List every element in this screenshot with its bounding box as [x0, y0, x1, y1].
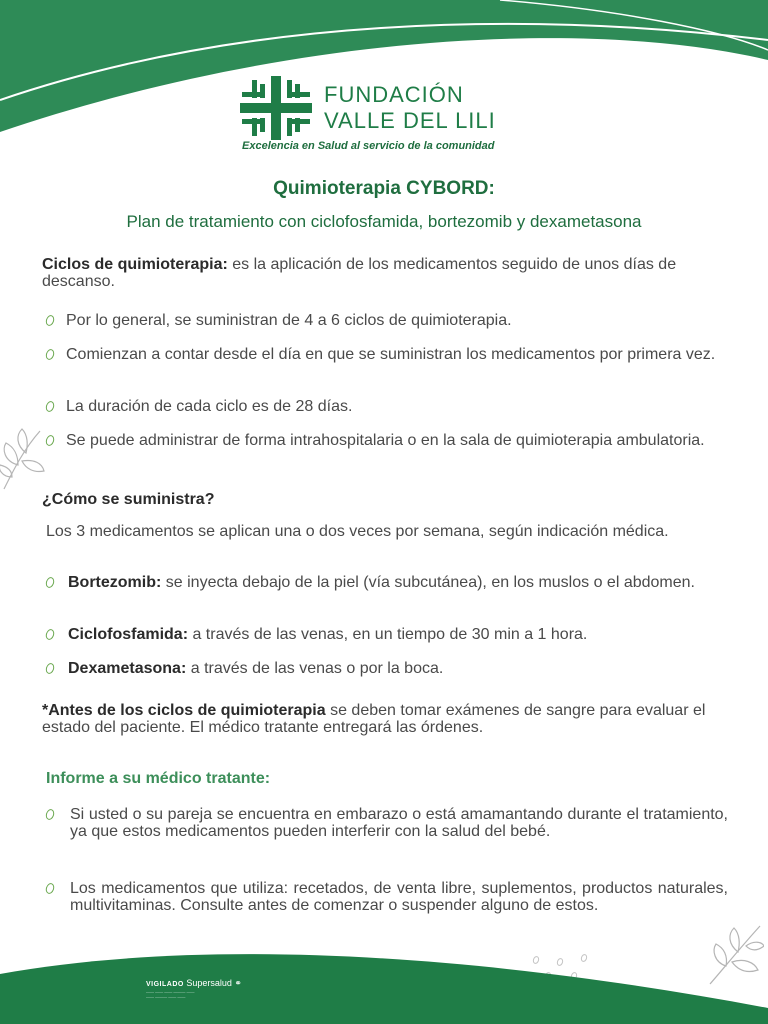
- cycles-label: Ciclos de quimioterapia:: [42, 256, 228, 273]
- supersalud-label: Supersalud: [186, 978, 232, 988]
- bullet-icon: [44, 576, 55, 589]
- cross-logo-icon: [240, 76, 312, 140]
- drug-name: Dexametasona:: [68, 660, 187, 677]
- cycles-intro: [42, 256, 722, 290]
- supersalud-fine-print: —— ——— —— ——: [146, 994, 186, 999]
- list-item: Por lo general, se suministran de 4 a 6 ciclos de quimioterapia.: [66, 312, 512, 329]
- administration-intro: Los 3 medicamentos se aplican una o dos veces por semana, según indicación médica.: [46, 523, 669, 540]
- drug-text: se inyecta debajo de la piel (vía subcutánea), en los muslos o el abdomen.: [161, 574, 695, 591]
- list-item: [68, 574, 724, 591]
- bullet-icon: [44, 434, 55, 447]
- cycles-text: es la aplicación de los medicamentos seguido de unos días de descanso.: [42, 256, 677, 290]
- list-item: Si usted o su pareja se encuentra en embarazo o está amamantando durante el tratamiento, ya que estos medicamentos pueden interferir con la salud del bebé.: [70, 806, 728, 840]
- administration-heading: ¿Cómo se suministra?: [42, 491, 215, 508]
- list-item: Los medicamentos que utiliza: recetados, de venta libre, suplementos, productos naturales, multivitaminas. Consulte antes de comenzar o suspender alguno de estos.: [70, 880, 728, 914]
- list-item: Comienzan a contar desde el día en que se suministran los medicamentos por primera vez.: [66, 346, 716, 363]
- supersalud-swirl-icon: ⚭: [234, 978, 242, 988]
- foundation-logo: [240, 76, 540, 156]
- list-item: [68, 626, 724, 643]
- foundation-name-line2: VALLE DEL LILI: [324, 108, 496, 133]
- foundation-name: [324, 82, 496, 134]
- drug-text: a través de las venas, en un tiempo de 30 min a 1 hora.: [188, 626, 588, 643]
- bullet-icon: [44, 662, 55, 675]
- bottom-wave-decoration: [0, 944, 768, 1024]
- note-text: se deben tomar exámenes de sangre para evaluar el estado del paciente. El médico tratante entregará las órdenes.: [42, 702, 706, 736]
- bullet-icon: [44, 348, 55, 361]
- list-item: La duración de cada ciclo es de 28 días.: [66, 398, 353, 415]
- blood-test-note: [42, 702, 726, 736]
- drug-name: Ciclofosfamida:: [68, 626, 189, 643]
- vigilado-label: VIGILADO: [146, 981, 184, 988]
- list-item: Se puede administrar de forma intrahospitalaria o en la sala de quimioterapia ambulatoria.: [66, 432, 705, 449]
- foundation-tagline: Excelencia en Salud al servicio de la comunidad: [242, 140, 495, 152]
- inform-heading: Informe a su médico tratante:: [46, 770, 271, 787]
- page-title: Quimioterapia CYBORD:: [273, 178, 495, 199]
- leaf-decoration-icon: [0, 425, 46, 493]
- bullet-icon: [44, 808, 55, 821]
- bullet-icon: [44, 882, 55, 895]
- page-subtitle: Plan de tratamiento con ciclofosfamida, bortezomib y dexametasona: [126, 212, 642, 231]
- note-bold: *Antes de los ciclos de quimioterapia: [42, 702, 326, 719]
- supersalud-badge: [146, 978, 266, 1008]
- bullet-icon: [44, 400, 55, 413]
- supersalud-line: [146, 978, 266, 989]
- bullet-icon: [44, 628, 55, 641]
- bullet-icon: [44, 314, 55, 327]
- drug-name: Bortezomib:: [68, 574, 162, 591]
- foundation-name-line1: FUNDACIÓN: [324, 82, 464, 107]
- drug-text: a través de las venas o por la boca.: [186, 660, 444, 677]
- list-item: [68, 660, 724, 677]
- supersalud-fine-print: —— —— —— ——— ——: [146, 989, 195, 994]
